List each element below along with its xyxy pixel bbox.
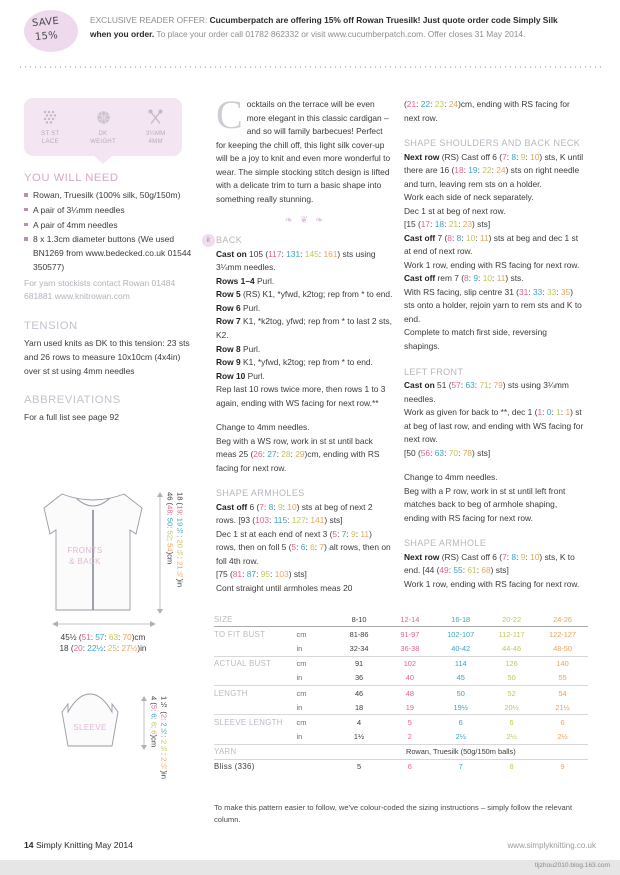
table-row-label — [214, 700, 297, 715]
table-row-unit: cm — [297, 656, 334, 671]
table-cell: 18 — [354, 702, 364, 712]
page-number-and-issue — [24, 840, 133, 850]
reader-offer-text — [90, 14, 560, 41]
badge-needles — [129, 104, 182, 156]
back-paragraph-2: Change to 4mm needles. Beg with a WS row, work in st st until back meas 25 (26: 27: 28: 29)cm, ending with RS facing for next row. — [216, 422, 380, 473]
body-width-in: 18 (20: 22½: 25: 27½)in — [59, 644, 147, 653]
sleeve-height-in: 1½ (2: 2½: 2½: 2½)in — [159, 696, 169, 779]
body-width-cm: 45½ (51: 57: 63: 70)cm — [60, 633, 146, 642]
table-row-label: TO FIT BUST — [214, 627, 297, 642]
shape-armholes-body: Cast off 6 (7: 8: 9: 10) sts at beg of next 2 rows. [93 (103: 115: 127: 141) sts] Dec 1 st at each end of next 3 (5: 7: 9: 11) rows, then on foll 5 (5: 6: 6: 7) alt rows, then on foll 4th row. [75 (81: 87: 95: 103) sts] Cont straight until armholes meas 20 — [216, 501, 391, 593]
body-height-cm: 46 (48: 50: 52: 54)cm — [165, 492, 175, 565]
badge-needles-line2: 4MM — [148, 138, 163, 146]
table-cell: 102-107 — [435, 627, 486, 642]
page-footer — [0, 836, 620, 875]
abbreviations-heading: ABBREVIATIONS — [24, 394, 121, 407]
save-badge — [24, 10, 78, 52]
back-line-1: Rows 1–4 Purl. — [216, 275, 275, 286]
table-row — [214, 612, 588, 627]
table-row-unit: in — [296, 702, 303, 712]
yarn-ball-icon — [77, 104, 130, 130]
table-cell: 5 — [384, 715, 435, 730]
list-item: 8 x 1.3cm diameter buttons (We used BN1269 from www.bedecked.co.uk 01544 350577) — [24, 233, 196, 274]
you-will-need-list — [24, 189, 196, 275]
table-row-label: ACTUAL BUST — [214, 656, 297, 671]
sleeve-schematic-label: SLEEVE — [73, 723, 107, 732]
pattern-column-middle — [206, 92, 394, 596]
table-cell: 2½ — [557, 732, 568, 742]
table-cell: 54 — [537, 685, 588, 700]
table-cell: 6 — [435, 715, 486, 730]
magazine-website: www.simplyknitting.co.uk — [507, 841, 596, 850]
table-cell: 112-117 — [486, 627, 537, 642]
left-front-body: Cast on 51 (57: 63: 71: 79) sts using 3¼mm needles. Work as given for back to **, dec 1 (1: 0: 1: 1) st at beg of last row, and ending with WS facing for next row. [50 (56: 63: 70: 78) sts] — [404, 380, 584, 458]
table-cell: 6 — [537, 715, 588, 730]
table-row-label — [214, 641, 297, 656]
back-line-2: Row 5 (RS) K1, *yfwd, k2tog; rep from * to end. — [216, 289, 393, 300]
table-cell: 19½ — [453, 702, 468, 712]
table-row — [214, 715, 588, 730]
table-cell: 24-26 — [553, 614, 572, 624]
back-line-6: Row 9 K1, *yfwd, k2tog; rep from * to end. — [216, 357, 373, 368]
table-cell: 2 — [407, 732, 412, 742]
body-schematic — [32, 490, 154, 620]
dotted-divider — [18, 66, 602, 68]
table-row-label: SIZE — [214, 614, 233, 624]
size-chart-body — [214, 612, 588, 774]
table-cell: 126 — [486, 656, 537, 671]
left-front-body-2: Change to 4mm needles. Beg with a P row, work in st st until left front matches back to beg of armhole shaping, ending with RS facing for next row. — [404, 472, 566, 523]
abbreviations-body: For a full list see page 92 — [24, 412, 119, 423]
page-number: 14 — [24, 840, 34, 850]
tension-heading: TENSION — [24, 320, 78, 333]
sleeve-height-cm: 4 (5: 6: 6: 6)cm — [149, 696, 159, 748]
table-row — [214, 744, 588, 759]
lace-swatch-icon — [24, 104, 77, 130]
table-row-label: YARN — [214, 744, 297, 759]
table-cell: 8-10 — [351, 614, 367, 624]
list-item: A pair of 3¼mm needles — [24, 204, 196, 218]
table-cell: 40-42 — [451, 643, 471, 653]
table-cell: 8 — [486, 759, 537, 774]
body-height-arrow — [156, 492, 164, 614]
list-item: Rowan, Truesilk (100% silk, 50g/150m) — [24, 189, 196, 203]
offer-lead: EXCLUSIVE READER OFFER: — [90, 15, 208, 25]
badge-weight-line2: WEIGHT — [90, 138, 116, 146]
table-cell: 44-46 — [502, 643, 522, 653]
flourish-ornament: ❧ ❦ ❧ — [284, 215, 326, 227]
shape-armhole-front-heading: SHAPE ARMHOLE — [404, 538, 487, 549]
table-cell: 21½ — [555, 702, 570, 712]
table-row-label — [214, 671, 297, 686]
save-badge-line2: 15% — [34, 30, 59, 43]
table-cell: 50 — [507, 673, 516, 683]
table-row-unit: cm — [297, 627, 334, 642]
shape-shoulders-heading: SHAPE SHOULDERS AND BACK NECK — [404, 138, 581, 149]
table-cell: 45 — [456, 673, 465, 683]
shape-armholes-heading: SHAPE ARMHOLES — [216, 488, 305, 499]
table-cell: 48 — [384, 685, 435, 700]
table-cell: 102 — [384, 656, 435, 671]
blog-watermark: tljzhou2010.blog.163.com — [534, 862, 610, 869]
body-schematic-label — [50, 545, 120, 567]
back-line-0: Cast on 105 (117: 131: 145: 161) sts using 3¼mm needles. — [216, 248, 376, 273]
table-row-unit — [297, 612, 334, 627]
body-height-in: 18 (19: 19½: 20½: 21½)in — [175, 492, 185, 588]
table-cell: 5 — [334, 759, 385, 774]
offer-tail: To place your order call 01782 862332 or visit www.cucumberpatch.com. Offer closes 31 May 2014. — [156, 28, 526, 39]
table-cell: 91-97 — [384, 627, 435, 642]
table-row-unit — [297, 759, 334, 774]
back-line-5: Row 8 Purl. — [216, 343, 261, 354]
you-will-need-heading: YOU WILL NEED — [24, 172, 119, 184]
table-cell: 9 — [537, 759, 588, 774]
issue-name: Simply Knitting May 2014 — [35, 840, 133, 850]
table-cell: 19 — [405, 702, 414, 712]
table-cell: 6 — [384, 759, 435, 774]
table-row — [214, 685, 588, 700]
table-row-label: SLEEVE LENGTH — [214, 715, 297, 730]
badge-stitch-line2: LACE — [41, 138, 59, 146]
table-cell: 6 — [486, 715, 537, 730]
table-cell: 52 — [486, 685, 537, 700]
badge-weight — [77, 104, 130, 156]
badge-needles-line1: 3¼MM — [145, 130, 166, 137]
back-heading: BACK — [216, 235, 243, 246]
back-line-7: Row 10 Purl. — [216, 370, 265, 381]
table-row-unit: cm — [297, 685, 334, 700]
table-cell: 36-38 — [400, 643, 420, 653]
back-line-4: Row 7 K1, *k2tog, yfwd; rep from * to last 2 sts, K2. — [216, 316, 392, 341]
left-front-heading: LEFT FRONT — [404, 366, 464, 377]
table-row — [214, 759, 588, 774]
table-cell: 50 — [435, 685, 486, 700]
table-cell: 114 — [435, 656, 486, 671]
intro-paragraph — [216, 92, 394, 206]
table-cell: 81-86 — [334, 627, 385, 642]
reader-offer-banner — [0, 0, 620, 62]
pattern-info-badges — [24, 98, 182, 156]
body-label-line1: FRONTS — [67, 546, 103, 555]
yarn-stockists: For yarn stockists contact Rowan 01484 681881 www.knitrowan.com — [24, 277, 176, 302]
pattern-column-right — [404, 98, 584, 591]
badge-weight-line1: DK — [98, 130, 108, 137]
left-column — [24, 98, 196, 425]
body-label-line2: & BACK — [69, 557, 101, 567]
table-row-unit: cm — [297, 715, 334, 730]
table-cell: 2½ — [455, 732, 466, 742]
tension-body: Yarn used knits as DK to this tension: 23 sts and 26 rows to measure 10x10cm (4x4in) over st st using 4mm needles — [24, 338, 190, 376]
table-cell: 36 — [354, 673, 364, 683]
table-row-label — [214, 730, 297, 745]
table-cell: 4 — [334, 715, 385, 730]
table-row — [214, 671, 588, 686]
table-row-label: Bliss (336) — [214, 759, 297, 774]
badge-stitch-line1: ST ST — [41, 130, 60, 137]
offer-bold: Cucumberpatch are offering 15% off Rowan Truesilk! Just quote order code Simply Silk when you order. — [90, 15, 558, 39]
size-chart-table — [214, 612, 588, 774]
table-cell: 32-34 — [349, 643, 369, 653]
table-cell: 20½ — [504, 702, 519, 712]
badge-stitch — [24, 104, 77, 156]
table-cell: 55 — [558, 673, 567, 683]
table-row-unit: in — [296, 643, 303, 653]
table-cell: 46 — [334, 685, 385, 700]
table-cell: 1½ — [353, 732, 365, 742]
shape-shoulders-body: Next row (RS) Cast off 6 (7: 8: 9: 10) sts, K until there are 16 (18: 19: 22: 24) sts on right needle and turn, leaving rem sts on a holder. Work each side of neck separately. Dec 1 st at beg of next row. [15 (17: 18: 21: 23) sts] Cast off 7 (8: 8: 10: 11) sts at beg and dec 1 st at end of next row. Work 1 row, ending with RS facing for next row. Cast off rem 7 (8: 9: 10: 11) sts. With RS facing, slip centre 31 (31: 33: 33: 35) sts onto a holder, rejoin yarn to rem sts and K to end. Complete to match first side, reversing shapings. — [404, 151, 584, 351]
armholes-continuation: (21: 22: 23: 24)cm, ending with RS facing for next row. — [404, 99, 570, 123]
footer-band — [0, 860, 620, 875]
table-cell: 48-50 — [553, 643, 572, 653]
table-row — [214, 627, 588, 642]
table-row — [214, 730, 588, 745]
sleeve-schematic — [50, 692, 130, 755]
table-row — [214, 656, 588, 671]
save-badge-line1: SAVE — [31, 15, 60, 30]
table-cell: 12-14 — [400, 614, 420, 624]
list-item: A pair of 4mm needles — [24, 219, 196, 233]
knitting-needles-icon — [129, 104, 182, 130]
table-cell: 140 — [537, 656, 588, 671]
table-row — [214, 641, 588, 656]
table-row-unit — [297, 744, 334, 759]
table-cell: Rowan, Truesilk (50g/150m balls) — [334, 744, 588, 759]
table-cell: 2½ — [506, 732, 517, 742]
table-row-unit: in — [296, 673, 303, 683]
table-cell: 91 — [334, 656, 385, 671]
table-row — [214, 700, 588, 715]
back-line-8: Rep last 10 rows twice more, then rows 1 to 3 again, ending with WS facing for next row.** — [216, 384, 386, 408]
back-line-3: Row 6 Purl. — [216, 302, 261, 313]
section-marker-icon: k — [202, 234, 215, 247]
colour-code-note: To make this pattern easier to follow, we've colour-coded the sizing instructions – simply follow the relevant column. — [214, 803, 573, 824]
table-cell: 16-18 — [451, 614, 471, 624]
shape-armhole-front-body: Next row (RS) Cast off 6 (7: 8: 9: 10) sts, K to end. [44 (49: 55: 61: 68) sts] Work 1 row, ending with RS facing for next row. — [404, 551, 580, 589]
table-cell: 40 — [405, 673, 414, 683]
intro-dropcap: C — [216, 92, 243, 137]
body-width-arrow — [52, 620, 156, 628]
table-cell: 122-127 — [537, 627, 588, 642]
table-row-label: LENGTH — [214, 685, 297, 700]
table-cell: 7 — [435, 759, 486, 774]
table-row-unit: in — [296, 732, 303, 742]
sleeve-height-arrow — [140, 696, 148, 750]
intro-text: ocktails on the terrace will be even more elegant in this classic cardigan – and so will family barbecues! Perfect for keeping the chill off, this light silk cover-up will be a joy to knit and even more wonderful to wear. The simple stocking stitch design is lifted with a delicate trim to turn a basic shape into something really stunning. — [216, 99, 391, 204]
table-cell: 20-22 — [502, 614, 522, 624]
